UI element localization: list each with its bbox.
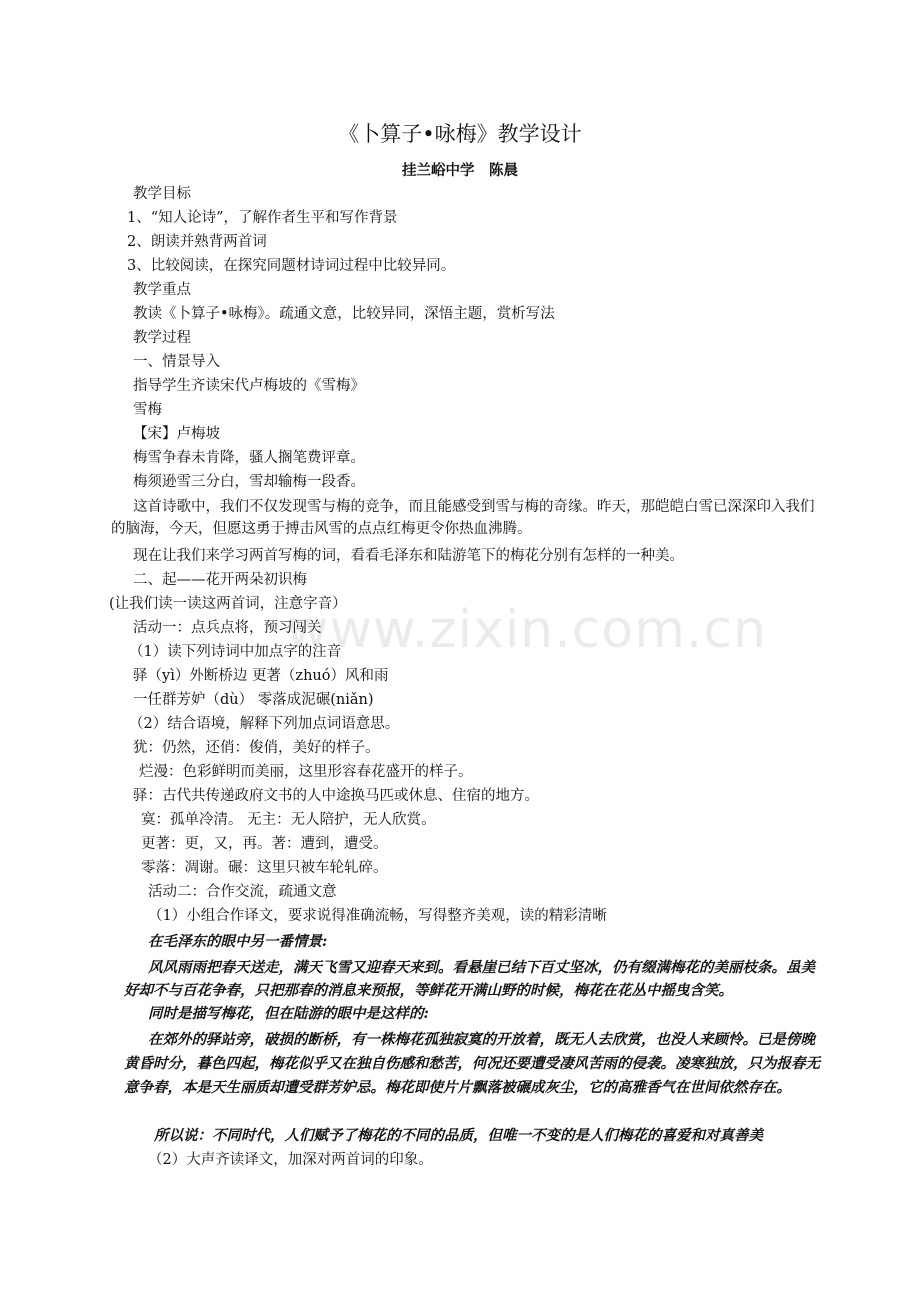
definition-5: 更著：更，又，再。著：遭到，遭受。 — [141, 836, 388, 852]
definition-4: 寞：孤单冷清。 无主：无人陪护，无人欣赏。 — [141, 812, 436, 828]
section-1-heading: 一、情景导入 — [133, 354, 220, 370]
goal-3: 3、比较阅读，在探究同题材诗词过程中比较异同。 — [127, 258, 456, 274]
instruction-line: 指导学生齐读宋代卢梅坡的《雪梅》 — [133, 378, 365, 394]
pinyin-line-1: 驿（yì）外断桥边 更著（zhuó）风和雨 — [133, 668, 389, 684]
mao-translation: 风风雨雨把春天送走，满天飞雪又迎春天来到。看悬崖已结下百丈坚冰，仍有缀满梅花的美丽枝条。虽美好却不与百花争春，只把那春的消息来预报，等鲜花开满山野的时候，梅花在花丛中摇曳含笑。 — [124, 959, 815, 999]
luyou-intro: 同时是描写梅花，但在陆游的眼中是这样的: — [148, 1005, 429, 1022]
activity-1-heading: 活动一：点兵点将，预习闯关 — [133, 620, 322, 636]
pinyin-line-2: 一任群芳妒（dù） 零落成泥碾(niǎn) — [133, 692, 374, 708]
intro-paragraph: 这首诗歌中，我们不仅发现雪与梅的竞争，而且能感受到雪与梅的奇缘。昨天，那皑皑白雪已深深印入我们的脑海，今天，但愿这勇于搏击风雪的点点红梅更令你热血沸腾。 — [111, 499, 815, 537]
definition-2: 烂漫：色彩鲜明而美丽，这里形容春花盛开的样子。 — [139, 764, 473, 780]
task-1: （1）读下列诗词中加点字的注音 — [129, 644, 342, 660]
keypoints-text: 教读《卜算子•咏梅》。疏通文意，比较异同，深悟主题，赏析写法 — [133, 306, 555, 322]
definition-3: 驿：古代共传递政府文书的人中途换马匹或休息、住宿的地方。 — [133, 788, 539, 804]
watermark-text: www.zixin.com.cn — [286, 600, 767, 660]
conclusion-line: 所以说：不同时代，人们赋予了梅花的不同的品质，但唯一不变的是人们梅花的喜爱和对真善美 — [154, 1127, 763, 1144]
activity-2-heading: 活动二：合作交流，疏通文意 — [148, 884, 337, 900]
transition-line: 现在让我们来学习两首写梅的词，看看毛泽东和陆游笔下的梅花分别有怎样的一种美。 — [133, 548, 684, 564]
heading-keypoints: 教学重点 — [133, 282, 191, 298]
poem-author: 【宋】卢梅坡 — [133, 426, 220, 442]
luyou-translation: 在郊外的驿站旁，破损的断桥，有一株梅花孤独寂寞的开放着，既无人去欣赏，也没人来顾怜。已是傍晚黄昏时分，暮色四起，梅花似乎又在独自伤感和愁苦，何况还要遭受凄风苦雨的侵袭。凌寒独放，只为报春无意争春，本是天生丽质却遭受群芳妒忌。梅花即使片片飘落被碾成灰尘，它的高雅香气在世间依然存在。 — [124, 1031, 820, 1096]
definition-6: 零落：凋谢。碾：这里只被车轮轧碎。 — [141, 860, 388, 876]
section-2-heading: 二、起——花开两朵初识梅 — [133, 572, 307, 588]
heading-goals: 教学目标 — [133, 186, 191, 202]
author-line: 挂兰峪中学 陈晨 — [402, 162, 518, 179]
activity-2-task: （1）小组合作译文，要求说得准确流畅，写得整齐美观，读的精彩清晰 — [148, 908, 607, 924]
poem-line-2: 梅须逊雪三分白，雪却输梅一段香。 — [133, 474, 365, 490]
goal-1: 1、“知人论诗”，了解作者生平和写作背景 — [127, 210, 398, 226]
goal-2: 2、朗读并熟背两首词 — [127, 234, 267, 250]
activity-2-task-2: （2）大声齐读译文，加深对两首词的印象。 — [148, 1152, 433, 1168]
poem-line-1: 梅雪争春未肯降，骚人搁笔费评章。 — [133, 450, 365, 466]
document-title: 《卜算子•咏梅》教学设计 — [338, 122, 582, 146]
task-2: （2）结合语境，解释下列加点词语意思。 — [129, 716, 400, 732]
reading-instruction: (让我们读一读这两首词，注意字音） — [109, 596, 347, 612]
poem-title: 雪梅 — [133, 402, 162, 418]
heading-process: 教学过程 — [133, 330, 191, 346]
mao-intro: 在毛泽东的眼中另一番情景: — [148, 933, 328, 950]
definition-1: 犹：仍然，还俏：俊俏，美好的样子。 — [133, 740, 380, 756]
